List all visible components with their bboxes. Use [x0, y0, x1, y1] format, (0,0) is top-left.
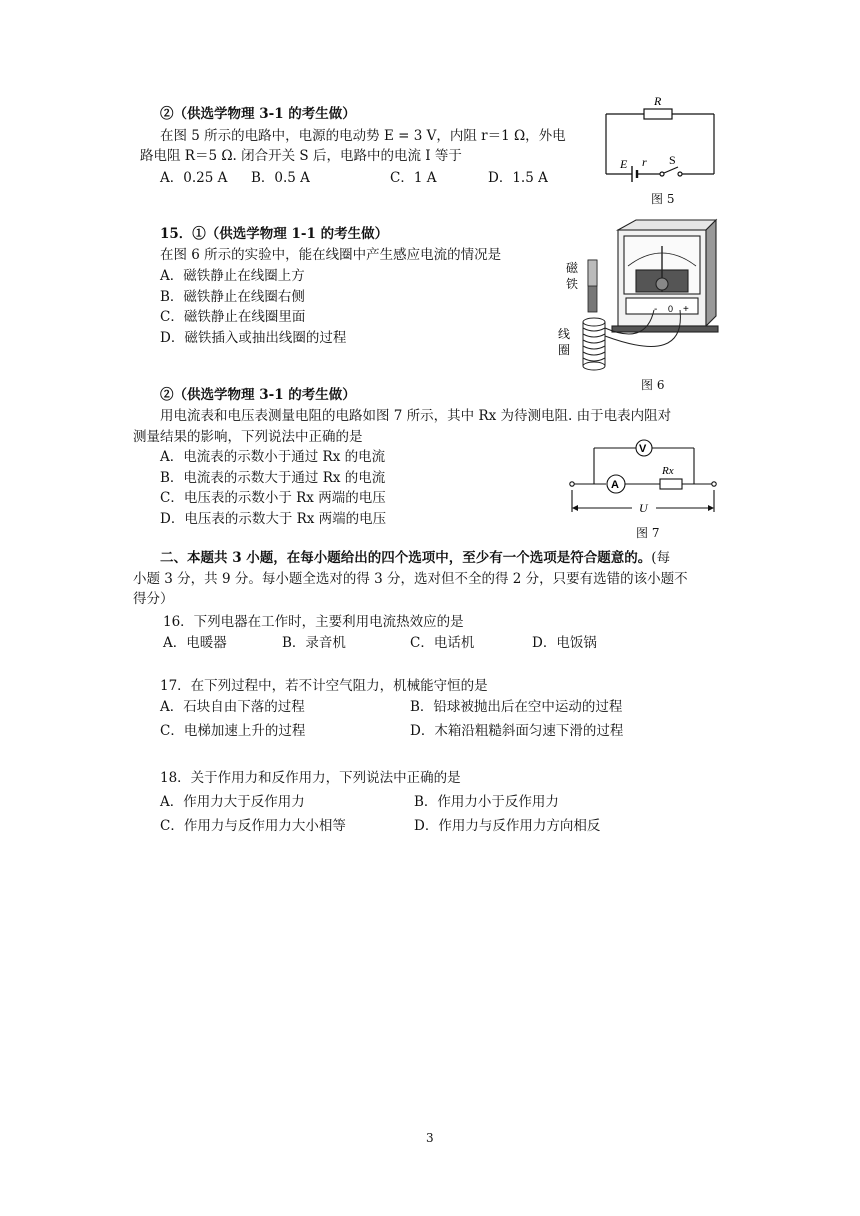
- figure7-rx-label: Rx: [662, 465, 674, 477]
- q15b-option-d: D．电压表的示数大于 Rx 两端的电压: [160, 511, 387, 527]
- figure6-coil-label-1: 线: [558, 327, 571, 341]
- section2-line3: 得分）: [133, 591, 174, 607]
- q17-option-d: D．木箱沿粗糙斜面匀速下滑的过程: [410, 723, 624, 739]
- q14b-line2: 路电阻 R＝5 Ω. 闭合开关 S 后，电路中的电流 I 等于: [140, 148, 462, 164]
- figure6-caption: 图 6: [641, 378, 665, 392]
- section2-line2: 小题 3 分，共 9 分。每小题全选对的得 3 分，选对但不全的得 2 分，只要有选错的该小题不: [133, 571, 688, 587]
- figure7-voltmeter-label: V: [639, 443, 647, 455]
- figure6-magnet-label-1: 磁: [566, 261, 579, 275]
- q16-option-b: B．录音机: [282, 635, 346, 651]
- q18-option-d: D．作用力与反作用力方向相反: [414, 818, 601, 834]
- q14b-option-d: D．1.5 A: [488, 170, 548, 186]
- q18-option-b: B．作用力小于反作用力: [414, 794, 559, 810]
- q15b-heading: ②（供选学物理 3-1 的考生做）: [160, 387, 356, 403]
- q16-option-c: C．电话机: [410, 635, 475, 651]
- q17-option-b: B．铅球被抛出后在空中运动的过程: [410, 699, 623, 715]
- figure6-minus: -: [654, 304, 658, 315]
- q14b-line1: 在图 5 所示的电路中，电源的电动势 E = 3 V，内阻 r＝1 Ω，外电: [160, 128, 566, 144]
- figure5-label-s: S: [669, 153, 676, 167]
- q18-stem: 18．关于作用力和反作用力，下列说法中正确的是: [160, 770, 461, 786]
- q14b-heading: ②（供选学物理 3-1 的考生做）: [160, 106, 356, 122]
- figure7-ammeter-label: A: [611, 479, 619, 491]
- section2-heading-rest: (每: [651, 550, 671, 566]
- q15a-option-a: A．磁铁静止在线圈上方: [160, 268, 305, 284]
- figure5-label-r-internal: r: [642, 155, 647, 169]
- q15b-line2: 测量结果的影响，下列说法中正确的是: [133, 429, 363, 445]
- q18-option-c: C．作用力与反作用力大小相等: [160, 818, 346, 834]
- q15a-stem: 在图 6 所示的实验中，能在线圈中产生感应电流的情况是: [160, 247, 502, 263]
- section2-heading-bold: 二、本题共 3 小题，在每小题给出的四个选项中，至少有一个选项是符合题意的。: [160, 550, 652, 566]
- q15a-heading: 15．①（供选学物理 1-1 的考生做）: [160, 226, 389, 242]
- q15a-option-b: B．磁铁静止在线圈右侧: [160, 289, 305, 305]
- q18-option-a: A．作用力大于反作用力: [160, 794, 305, 810]
- figure5-circuit: [598, 88, 722, 188]
- figure6-coil-label-2: 圈: [558, 343, 571, 357]
- figure7-caption: 图 7: [636, 526, 660, 540]
- figure7-u-label: U: [639, 501, 648, 515]
- figure6-galvanometer-setup: [556, 216, 722, 374]
- q15b-option-b: B．电流表的示数大于通过 Rx 的电流: [160, 470, 386, 486]
- coil: [583, 318, 605, 370]
- q17-option-a: A．石块自由下落的过程: [160, 699, 305, 715]
- q15b-line1: 用电流表和电压表测量电阻的电路如图 7 所示，其中 Rx 为待测电阻. 由于电表内阻对: [160, 408, 672, 424]
- figure6-zero: 0: [668, 304, 674, 314]
- q14b-option-b: B．0.5 A: [251, 170, 310, 186]
- q14b-option-c: C．1 A: [390, 170, 437, 186]
- q16-option-d: D．电饭锅: [532, 635, 597, 651]
- q16-option-a: A．电暖器: [163, 635, 227, 651]
- q14b-option-a: A．0.25 A: [160, 170, 228, 186]
- figure7-circuit: [566, 434, 722, 518]
- q17-stem: 17．在下列过程中，若不计空气阻力，机械能守恒的是: [160, 678, 488, 694]
- figure6-magnet-label-2: 铁: [566, 277, 579, 291]
- q17-option-c: C．电梯加速上升的过程: [160, 723, 306, 739]
- figure5-label-r-resistor: R: [654, 94, 662, 108]
- q16-stem: 16．下列电器在工作时，主要利用电流热效应的是: [163, 614, 464, 630]
- q15b-option-a: A．电流表的示数小于通过 Rx 的电流: [160, 449, 386, 465]
- figure5-caption: 图 5: [651, 192, 675, 206]
- q15a-option-c: C．磁铁静止在线圈里面: [160, 309, 306, 325]
- q15a-option-d: D．磁铁插入或抽出线圈的过程: [160, 330, 347, 346]
- figure5-label-e: E: [620, 157, 628, 171]
- section2-heading-line1: [160, 548, 670, 568]
- q15b-option-c: C．电压表的示数小于 Rx 两端的电压: [160, 490, 386, 506]
- figure6-plus: +: [683, 304, 689, 315]
- page-number: 3: [426, 1131, 434, 1145]
